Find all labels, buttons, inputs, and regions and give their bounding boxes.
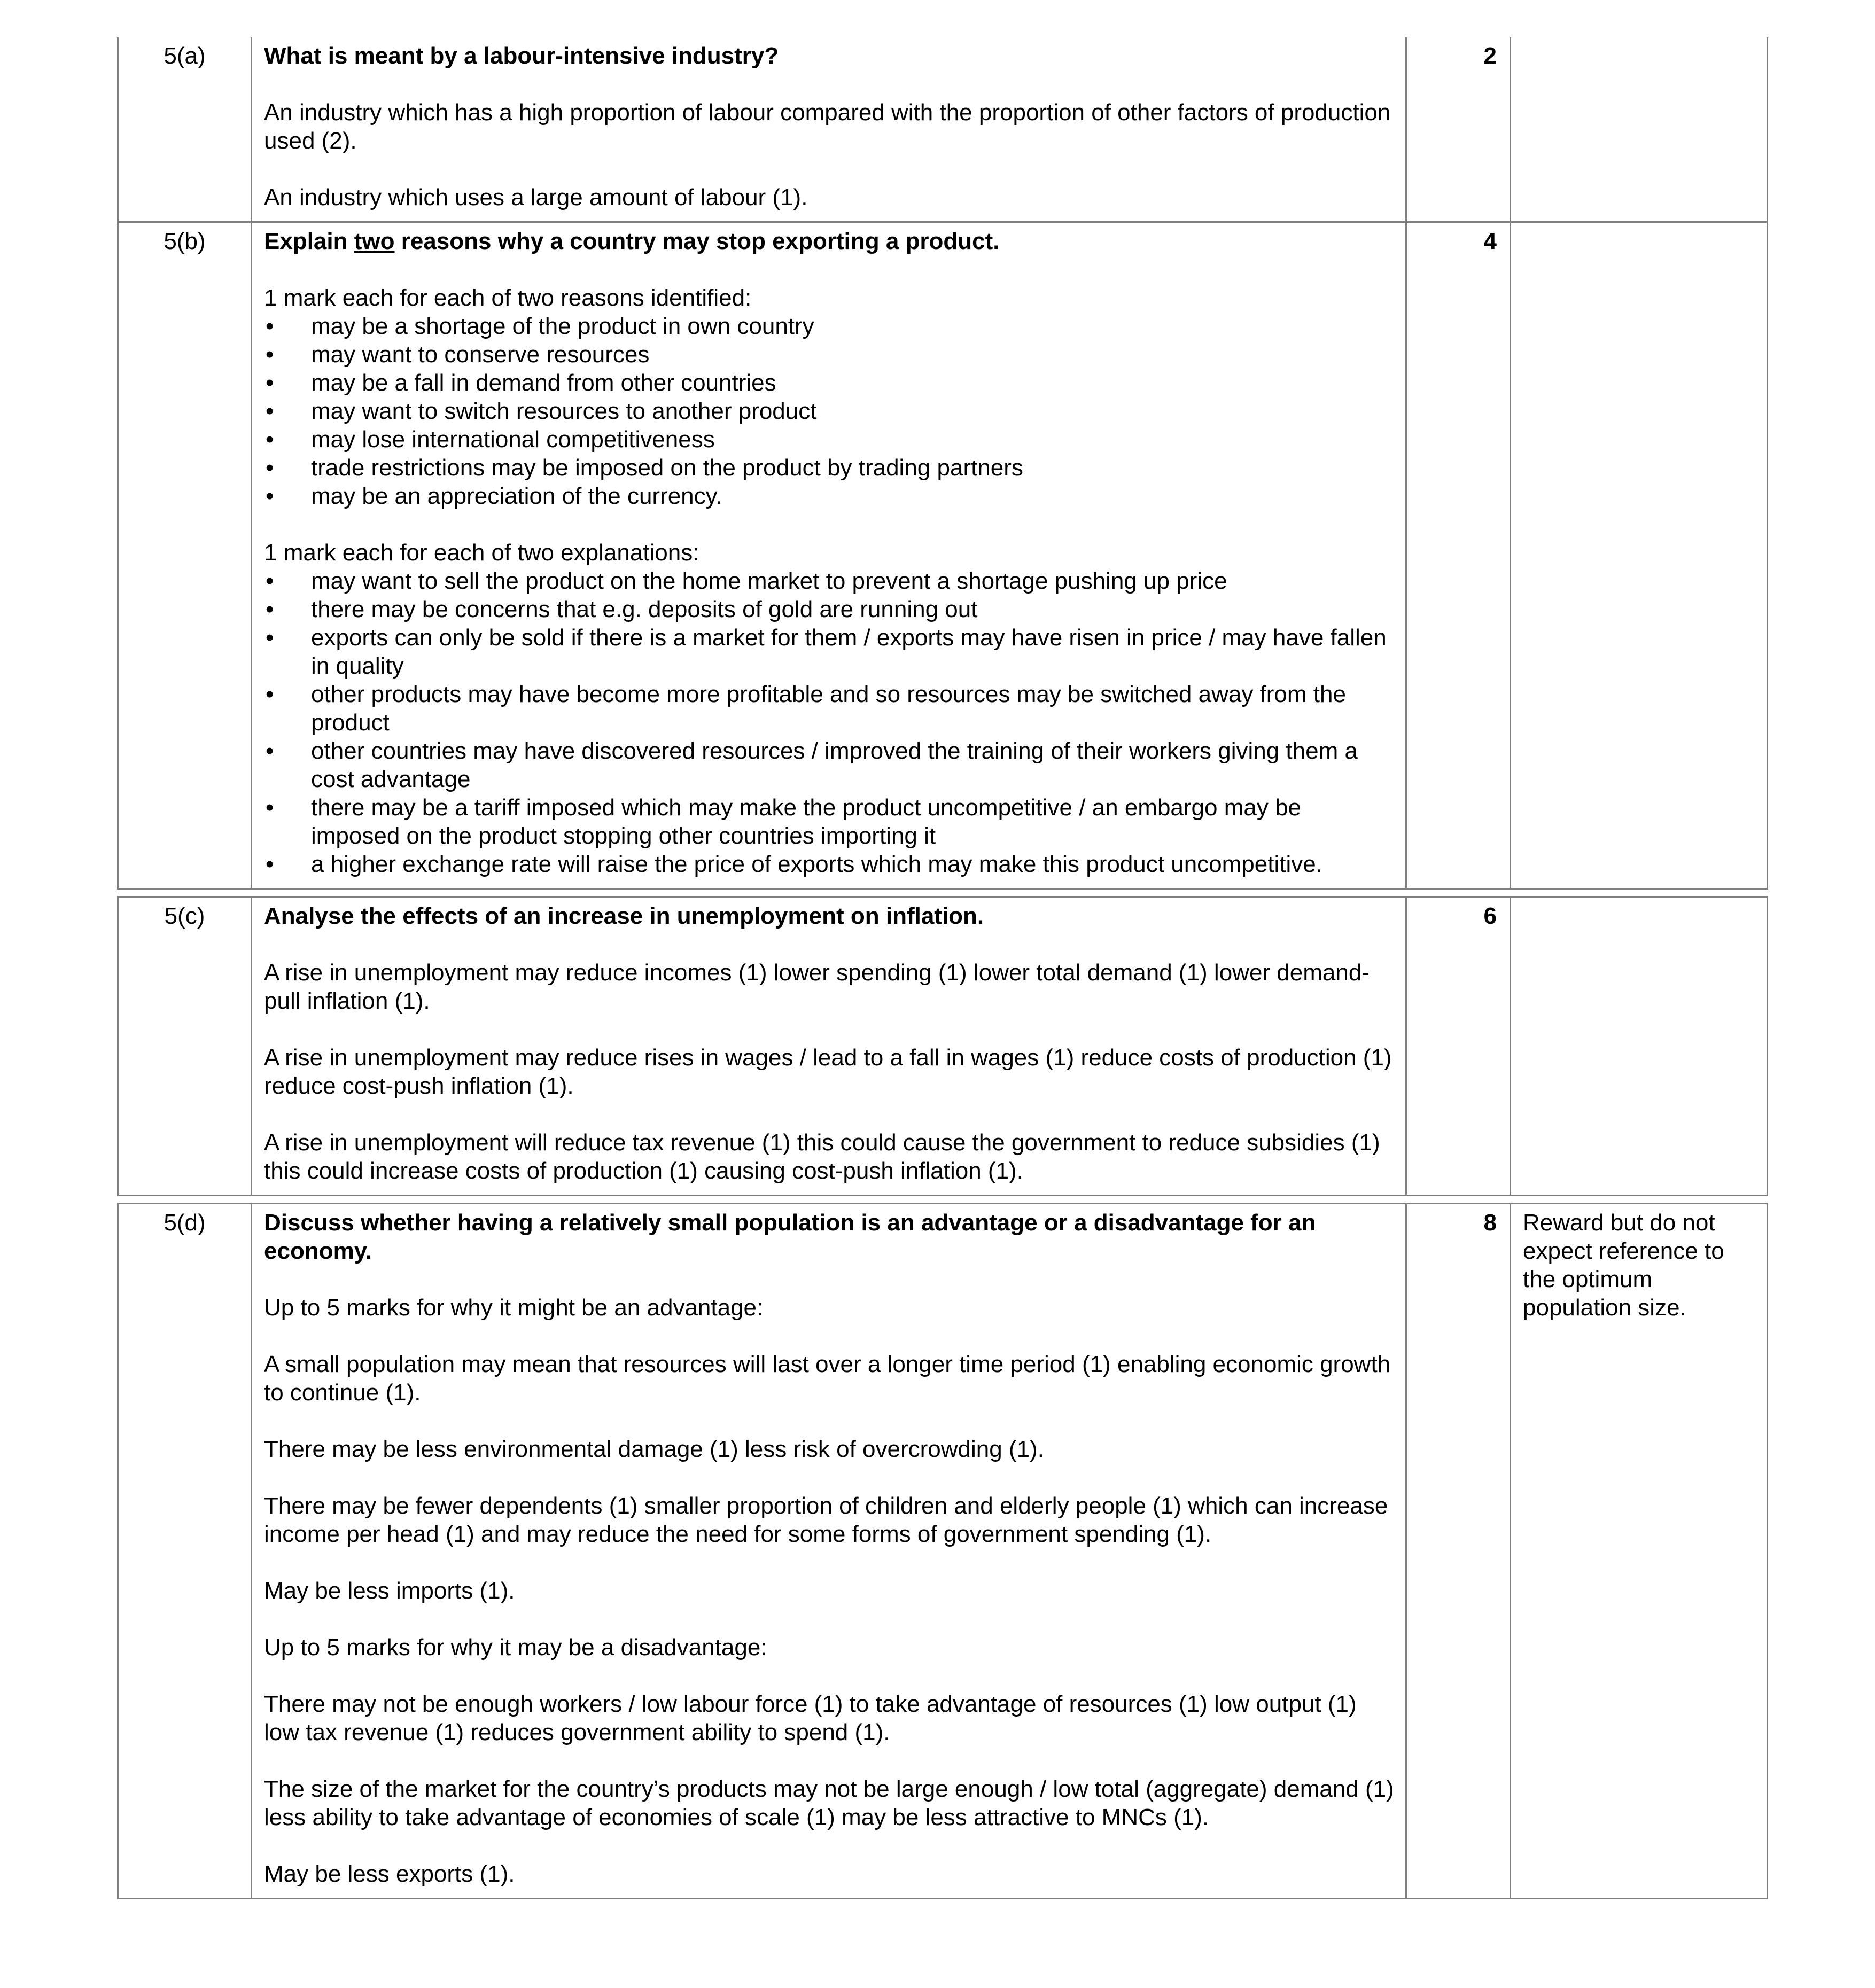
row-separator — [118, 889, 1768, 897]
list-item: • there may be concerns that e.g. deposits of gold are running out — [264, 595, 1395, 623]
list-item: • may be an appreciation of the currency. — [264, 482, 1395, 510]
list-item: • may want to sell the product on the home market to prevent a shortage pushing up price — [264, 567, 1395, 595]
list-item: • a higher exchange rate will raise the price of exports which may make this product uncompetitive. — [264, 850, 1395, 878]
answer-cell — [252, 897, 1406, 1196]
question-row-5d — [118, 1204, 1768, 1899]
answer-paragraph: Up to 5 marks for why it may be a disadvantage: — [264, 1634, 767, 1660]
list-item: • other countries may have discovered resources / improved the training of their workers giving them a cost advantage — [264, 737, 1395, 793]
question-row-5a — [118, 37, 1768, 222]
answer-paragraph: There may be less environmental damage (1) less risk of overcrowding (1). — [264, 1436, 1044, 1462]
list-item: • may lose international competitiveness — [264, 425, 1395, 454]
explanations-intro: 1 mark each for each of two explanations: — [264, 540, 699, 566]
question-text: Analyse the effects of an increase in unemployment on inflation. — [264, 903, 984, 929]
explanations-list — [264, 567, 1395, 878]
list-item: • may be a fall in demand from other countries — [264, 369, 1395, 397]
question-text: Discuss whether having a relatively small population is an advantage or a disadvantage for an economy. — [264, 1210, 1316, 1264]
question-text: Explain two reasons why a country may stop exporting a product. — [264, 228, 1000, 254]
question-text: What is meant by a labour-intensive industry? — [264, 43, 779, 69]
question-number: 5(d) — [118, 1204, 252, 1899]
list-item: • may be a shortage of the product in own country — [264, 312, 1395, 340]
question-row-5c — [118, 897, 1768, 1196]
answer-paragraph: An industry which has a high proportion of labour compared with the proportion of other factors of production used (2). — [264, 99, 1391, 154]
marks-value: 4 — [1406, 222, 1511, 889]
answer-paragraph: The size of the market for the country’s products may not be large enough / low total (aggregate) demand (1) less ability to take advantage of economies of scale (1) may be less attractive to MNCs (1). — [264, 1776, 1394, 1830]
guidance-cell — [1511, 222, 1768, 889]
guidance-cell — [1511, 37, 1768, 222]
answer-paragraph: May be less exports (1). — [264, 1861, 515, 1887]
answer-cell — [252, 222, 1406, 889]
answer-cell — [252, 1204, 1406, 1899]
guidance-cell: Reward but do not expect reference to the optimum population size. — [1511, 1204, 1768, 1899]
question-row-5b — [118, 222, 1768, 889]
list-item: • exports can only be sold if there is a market for them / exports may have risen in price / may have fallen in quality — [264, 623, 1395, 680]
answer-paragraph: An industry which uses a large amount of labour (1). — [264, 184, 808, 211]
answer-paragraph: A rise in unemployment may reduce incomes (1) lower spending (1) lower total demand (1) lower demand-pull inflation (1). — [264, 960, 1370, 1014]
list-item: • other products may have become more profitable and so resources may be switched away from the product — [264, 680, 1395, 737]
list-item: • may want to conserve resources — [264, 340, 1395, 369]
answer-paragraph: A rise in unemployment may reduce rises in wages / lead to a fall in wages (1) reduce costs of production (1) reduce cost-push inflation (1). — [264, 1044, 1392, 1099]
question-number: 5(b) — [118, 222, 252, 889]
answer-paragraph: There may not be enough workers / low labour force (1) to take advantage of resources (1) low output (1) low tax revenue (1) reduces government ability to spend (1). — [264, 1691, 1357, 1745]
emphasis-two: two — [354, 228, 395, 254]
reasons-list — [264, 312, 1395, 510]
answer-paragraph: A small population may mean that resources will last over a longer time period (1) enabling economic growth to continue (1). — [264, 1351, 1391, 1406]
list-item: • trade restrictions may be imposed on the product by trading partners — [264, 454, 1395, 482]
answer-paragraph: May be less imports (1). — [264, 1578, 515, 1604]
list-item: • may want to switch resources to another product — [264, 397, 1395, 425]
row-separator — [118, 1196, 1768, 1204]
answer-paragraph: Up to 5 marks for why it might be an advantage: — [264, 1295, 764, 1321]
reasons-intro: 1 mark each for each of two reasons identified: — [264, 285, 752, 311]
marks-value: 6 — [1406, 897, 1511, 1196]
question-number: 5(c) — [118, 897, 252, 1196]
marks-value: 2 — [1406, 37, 1511, 222]
guidance-cell — [1511, 897, 1768, 1196]
question-number: 5(a) — [118, 37, 252, 222]
mark-scheme-table — [117, 37, 1768, 1899]
answer-paragraph: There may be fewer dependents (1) smaller proportion of children and elderly people (1) which can increase income per head (1) and may reduce the need for some forms of government spending (1). — [264, 1493, 1388, 1547]
answer-paragraph: A rise in unemployment will reduce tax revenue (1) this could cause the government to reduce subsidies (1) this could increase costs of production (1) causing cost-push inflation (1). — [264, 1129, 1380, 1184]
list-item: • there may be a tariff imposed which may make the product uncompetitive / an embargo may be imposed on the product stopping other countries importing it — [264, 793, 1395, 850]
marks-value: 8 — [1406, 1204, 1511, 1899]
answer-cell — [252, 37, 1406, 222]
